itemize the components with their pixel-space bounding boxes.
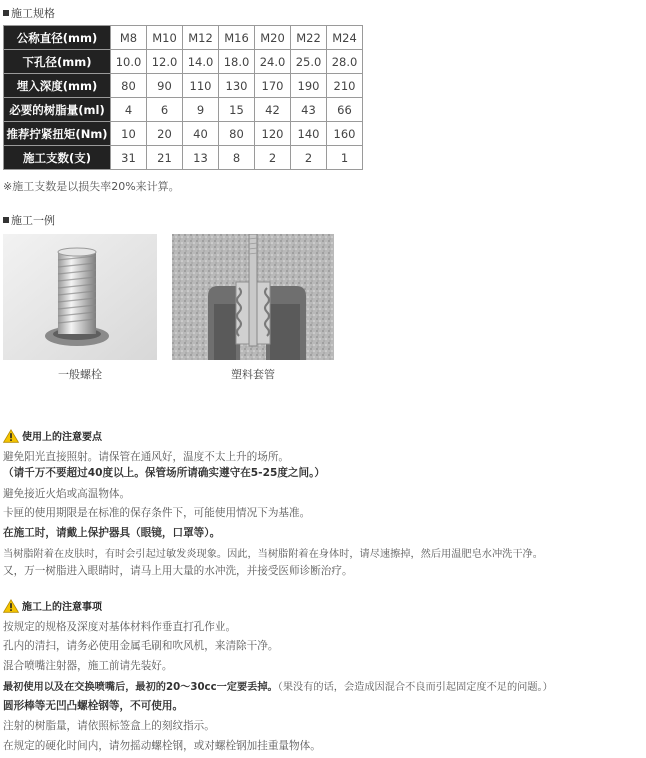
- spec-cell: 120: [255, 122, 291, 146]
- spec-cell: M22: [291, 26, 327, 50]
- spec-note: ※施工支数是以损失率20%来计算。: [3, 180, 180, 193]
- spec-row-label: 下孔径(mm): [4, 50, 111, 74]
- spec-cell: 160: [327, 122, 363, 146]
- construction-line-3: 混合喷嘴注射器，施工前请先装好。: [3, 660, 173, 672]
- plastic-sleeve-photo: [172, 234, 334, 360]
- spec-cell: 12.0: [147, 50, 183, 74]
- construction-heading: 施工上的注意事项: [3, 598, 102, 616]
- spec-cell: 110: [183, 74, 219, 98]
- usage-line-6: 当树脂附着在皮肤时，有时会引起过敏发炎现象。因此，当树脂附着在身体时，请尽速擦掉，然后用温肥皂水冲洗干净。: [3, 549, 543, 560]
- spec-cell: 10: [111, 122, 147, 146]
- spec-cell: 140: [291, 122, 327, 146]
- usage-heading: 使用上的注意要点: [3, 428, 102, 446]
- spec-cell: 2: [291, 146, 327, 170]
- spec-cell: 9: [183, 98, 219, 122]
- spec-cell: 25.0: [291, 50, 327, 74]
- warning-icon: [3, 429, 19, 446]
- spec-cell: 2: [255, 146, 291, 170]
- spec-cell: 43: [291, 98, 327, 122]
- spec-cell: 6: [147, 98, 183, 122]
- construction-line-4: [3, 678, 553, 693]
- construction-line-7: 在规定的硬化时间内，请勿摇动螺栓钢，或对螺栓钢加挂重量物体。: [3, 740, 321, 752]
- spec-cell: 18.0: [219, 50, 255, 74]
- spec-row-label: 公称直径(mm): [4, 26, 111, 50]
- spec-row: [4, 74, 363, 98]
- warning-icon: [3, 599, 19, 616]
- spec-cell: 21: [147, 146, 183, 170]
- spec-cell: 80: [219, 122, 255, 146]
- construction-line-4-note: （果没有的话，会造成因混合不良而引起固定度不足的问题。）: [277, 682, 553, 693]
- spec-table: [3, 25, 363, 170]
- spec-cell: M12: [183, 26, 219, 50]
- spec-row-label: 必要的树脂量(ml): [4, 98, 111, 122]
- spec-cell: 14.0: [183, 50, 219, 74]
- spec-cell: 170: [255, 74, 291, 98]
- spec-cell: M24: [327, 26, 363, 50]
- spec-cell: 13: [183, 146, 219, 170]
- spec-cell: M16: [219, 26, 255, 50]
- usage-line-2: （请千万不要超过40度以上。保管场所请确实遵守在5-25度之间。）: [3, 467, 325, 479]
- construction-line-2: 孔内的清扫，请务必使用金属毛刷和吹风机，来清除干净。: [3, 640, 279, 652]
- spec-cell: 210: [327, 74, 363, 98]
- spec-cell: M20: [255, 26, 291, 50]
- usage-line-3: 避免接近火焰或高温物体。: [3, 488, 131, 500]
- spec-cell: 15: [219, 98, 255, 122]
- spec-cell: 1: [327, 146, 363, 170]
- usage-line-5: 在施工时，请戴上保护器具（眼镜，口罩等）。: [3, 527, 221, 539]
- spec-row: [4, 26, 363, 50]
- spec-row-label: 埋入深度(mm): [4, 74, 111, 98]
- spec-heading: 施工规格: [3, 5, 55, 21]
- spec-row: [4, 50, 363, 74]
- bolt-photo: [3, 234, 157, 360]
- construction-line-4-bold: 最初使用以及在交换喷嘴后，最初的20～30cc一定要丢掉。: [3, 682, 278, 693]
- spec-cell: 20: [147, 122, 183, 146]
- spec-row-label: 推荐拧紧扭矩(Nm): [4, 122, 111, 146]
- spec-cell: M10: [147, 26, 183, 50]
- spec-row-label: 施工支数(支): [4, 146, 111, 170]
- square-bullet-icon: [3, 217, 9, 223]
- spec-cell: 42: [255, 98, 291, 122]
- spec-cell: 24.0: [255, 50, 291, 74]
- spec-cell: 80: [111, 74, 147, 98]
- caption-bolt: 一般螺栓: [58, 368, 102, 381]
- construction-line-1: 按规定的规格及深度对基体材料作垂直打孔作业。: [3, 621, 237, 633]
- caption-plastic-sleeve: 塑料套管: [231, 368, 275, 381]
- spec-cell: 190: [291, 74, 327, 98]
- spec-cell: 40: [183, 122, 219, 146]
- spec-row: [4, 122, 363, 146]
- usage-line-4: 卡匣的使用期限是在标准的保存条件下，可能使用情况下为基准。: [3, 507, 311, 519]
- spec-cell: 66: [327, 98, 363, 122]
- spec-cell: 90: [147, 74, 183, 98]
- usage-line-7: 又，万一树脂进入眼睛时，请马上用大量的水冲洗，并接受医师诊断治疗。: [3, 565, 353, 577]
- spec-cell: 130: [219, 74, 255, 98]
- construction-line-6: 注射的树脂量，请依照标签盒上的刻纹指示。: [3, 720, 215, 732]
- spec-cell: M8: [111, 26, 147, 50]
- spec-cell: 28.0: [327, 50, 363, 74]
- spec-cell: 4: [111, 98, 147, 122]
- construction-line-5: 圆形棒等无凹凸螺栓钢等，不可使用。: [3, 700, 184, 712]
- spec-cell: 8: [219, 146, 255, 170]
- spec-row: [4, 146, 363, 170]
- spec-cell: 10.0: [111, 50, 147, 74]
- usage-line-1: 避免阳光直接照射。请保管在通风好，温度不太上升的场所。: [3, 451, 290, 463]
- example-heading: 施工一例: [3, 212, 55, 228]
- spec-cell: 31: [111, 146, 147, 170]
- square-bullet-icon: [3, 10, 9, 16]
- spec-row: [4, 98, 363, 122]
